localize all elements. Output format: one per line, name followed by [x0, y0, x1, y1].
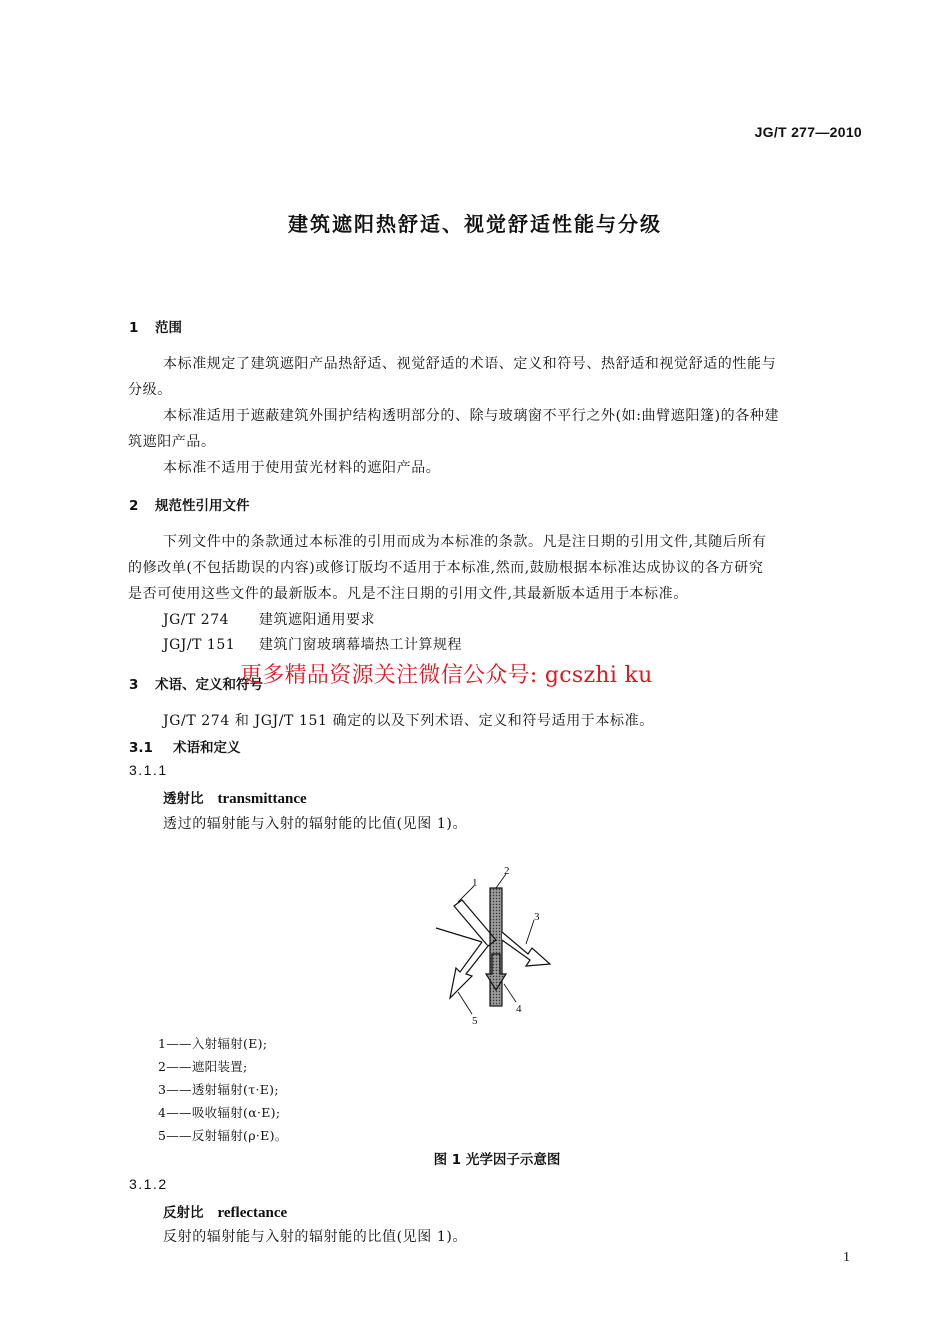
clause-3-1-1-term: [163, 787, 307, 808]
figure-legend-item: 1——入射辐射(E);: [158, 1036, 268, 1051]
leader-line: [526, 920, 534, 944]
section-number: 3: [129, 677, 139, 693]
clause-3-1-2-term: [163, 1201, 287, 1222]
section-1-paragraph-1-line-1: 本标准规定了建筑遮阳产品热舒适、视觉舒适的术语、定义和符号、热舒适和视觉舒适的性能与: [163, 356, 777, 372]
section-title: 范围: [155, 320, 182, 336]
section-2-paragraph-line-1: 下列文件中的条款通过本标准的引用而成为本标准的条款。凡是注日期的引用文件,其随后所有: [163, 534, 767, 550]
subsection-number: 3.1: [129, 740, 153, 756]
section-2-heading: [129, 494, 250, 514]
section-2-paragraph-line-2: 的修改单(不包括勘误的内容)或修订版均不适用于本标准,然而,鼓励根据本标准达成协议的各方研究: [128, 560, 764, 576]
clause-3-1-1-definition: 透过的辐射能与入射的辐射能的比值(见图 1)。: [163, 816, 468, 832]
reference-code: JGJ/T 151: [163, 637, 236, 653]
section-title: 术语、定义和符号: [155, 677, 263, 693]
clause-3-1-1-number: 3.1.1: [129, 762, 168, 778]
label-2: 2: [504, 865, 510, 877]
standard-code: JG/T 277—2010: [754, 124, 862, 140]
figure-caption: 图 1 光学因子示意图: [433, 1152, 561, 1168]
term-english: reflectance: [217, 1205, 288, 1221]
figure-legend-item: 2——遮阳装置;: [158, 1059, 248, 1074]
document-title: 建筑遮阳热舒适、视觉舒适性能与分级: [288, 212, 662, 236]
section-number: 1: [129, 320, 139, 336]
term-chinese: 透射比: [163, 791, 204, 807]
section-1-paragraph-2-line-2: 筑遮阳产品。: [128, 434, 216, 450]
section-3-intro: JG/T 274 和 JGJ/T 151 确定的以及下列术语、定义和符号适用于本标准。: [163, 713, 654, 729]
section-title: 规范性引用文件: [155, 498, 250, 514]
leader-line: [458, 992, 472, 1014]
watermark-overlay: 更多精品资源关注微信公众号: gcszhi ku: [240, 663, 653, 688]
reflected-radiation-arrow: [450, 942, 488, 998]
page-number: 1: [843, 1250, 850, 1265]
figure-legend-item: 5——反射辐射(ρ·E)。: [158, 1128, 288, 1143]
figure-legend-item: 3——透射辐射(τ·E);: [158, 1082, 279, 1097]
subsection-title: 术语和定义: [173, 740, 241, 756]
label-3: 3: [534, 911, 540, 923]
section-1-paragraph-3: 本标准不适用于使用萤光材料的遮阳产品。: [163, 460, 441, 476]
label-5: 5: [472, 1015, 478, 1027]
transmitted-radiation-arrow: [502, 932, 550, 966]
reference-code: JG/T 274: [163, 612, 230, 628]
section-1-heading: [129, 316, 182, 336]
subsection-3-1-heading: [129, 736, 241, 756]
section-1-paragraph-1-line-2: 分级。: [128, 382, 172, 398]
figure-legend-item: 4——吸收辐射(α·E);: [158, 1105, 281, 1120]
section-1-paragraph-2-line-1: 本标准适用于遮蔽建筑外围护结构透明部分的、除与玻璃窗不平行之外(如:曲臂遮阳篷)的各种建: [163, 408, 780, 424]
term-chinese: 反射比: [163, 1205, 204, 1221]
clause-3-1-2-number: 3.1.2: [129, 1176, 168, 1192]
reference-title: 建筑遮阳通用要求: [259, 612, 375, 628]
leader-line: [504, 984, 516, 1002]
section-number: 2: [129, 498, 139, 514]
section-2-paragraph-line-3: 是否可使用这些文件的最新版本。凡是不注日期的引用文件,其最新版本适用于本标准。: [128, 586, 688, 602]
label-1: 1: [472, 877, 478, 889]
absorbed-radiation-arrow: [486, 954, 506, 990]
reference-title: 建筑门窗玻璃幕墙热工计算规程: [259, 637, 462, 653]
normative-reference: [163, 609, 375, 629]
normative-reference: [163, 634, 462, 654]
term-english: transmittance: [217, 791, 307, 807]
clause-3-1-2-definition: 反射的辐射能与入射的辐射能的比值(见图 1)。: [163, 1229, 468, 1245]
label-4: 4: [516, 1003, 522, 1015]
optical-factors-diagram: [426, 858, 566, 1028]
